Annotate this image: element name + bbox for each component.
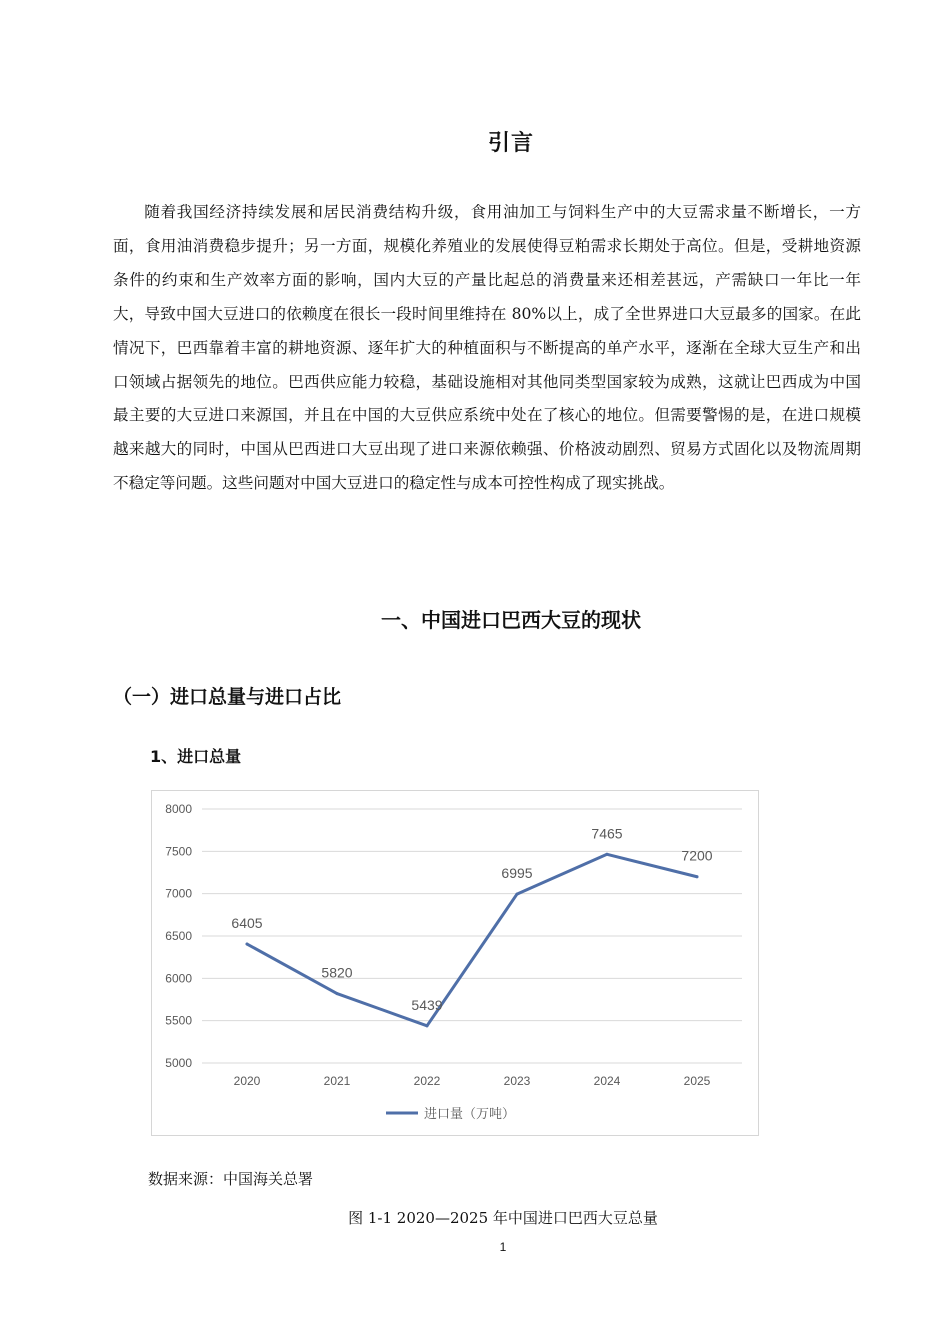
gridlines [202, 809, 742, 1063]
figure-caption: 图 1-1 2020—2025 年中国进口巴西大豆总量 [348, 1209, 658, 1227]
series-line-import-volume [247, 854, 697, 1026]
data-source-note: 数据来源：中国海关总署 [148, 1170, 314, 1188]
page-title: 引言 [487, 131, 534, 156]
page-number: 1 [499, 1240, 507, 1254]
data-point [696, 875, 699, 878]
data-point [246, 943, 249, 946]
subsection-heading: （一）进口总量与进口占比 [113, 686, 342, 708]
chart-legend [386, 1106, 515, 1121]
data-label: 5439 [411, 996, 443, 1013]
y-tick-label: 7500 [165, 844, 192, 859]
import-volume-chart [151, 790, 759, 1136]
y-axis-ticks [165, 802, 192, 1070]
x-tick-label: 2020 [233, 1074, 261, 1088]
y-tick-label: 8000 [165, 802, 192, 816]
x-tick-label: 2023 [503, 1074, 531, 1088]
x-tick-label: 2022 [413, 1074, 441, 1088]
data-labels [231, 825, 712, 1013]
x-tick-label: 2024 [593, 1074, 621, 1088]
y-tick-label: 5000 [165, 1056, 192, 1070]
data-label: 6405 [231, 915, 263, 932]
data-point [606, 853, 609, 856]
data-label: 7200 [681, 847, 713, 864]
data-point [336, 992, 339, 995]
x-tick-label: 2025 [683, 1074, 711, 1088]
series-line [246, 853, 699, 1028]
y-tick-label: 5500 [165, 1013, 192, 1028]
legend-label: 进口量（万吨） [424, 1106, 516, 1121]
section-heading: 一、中国进口巴西大豆的现状 [381, 608, 641, 632]
line-chart [152, 791, 758, 1135]
subsubsection-heading: 1、进口总量 [150, 747, 242, 766]
data-point [426, 1024, 429, 1027]
data-label: 6995 [501, 865, 533, 882]
y-tick-label: 6000 [165, 971, 192, 986]
x-axis-ticks [234, 1074, 711, 1088]
data-point [516, 893, 519, 896]
y-tick-label: 7000 [165, 886, 192, 901]
y-tick-label: 6500 [165, 929, 192, 943]
x-tick-label: 2021 [323, 1074, 351, 1088]
data-label: 7465 [591, 825, 623, 842]
intro-paragraph: 随着我国经济持续发展和居民消费结构升级，食用油加工与饲料生产中的大豆需求量不断增长，一方面，食用油消费稳步提升；另一方面，规模化养殖业的发展使得豆粕需求长期处于高位。但是，受耕地资源条件的约束和生产效率方面的影响，国内大豆的产量比起总的消费量来还相差甚远，产需缺口一年比一年大，导致中国大豆进口的依赖度在很长一段时间里维持在 80%以上，成了全世界进口大豆最多的国家。在此情况下，巴西靠着丰富的耕地资源、逐年扩大的种植面积与不断提高的单产水平，逐渐在全球大豆生产和出口领域占据领先的地位。巴西供应能力较稳，基础设施相对其他同类型国家较为成熟，这就让巴西成为中国最主要的大豆进口来源国，并且在中国的大豆供应系统中处在了核心的地位。但需要警惕的是，在进口规模越来越大的同时，中国从巴西进口大豆出现了进口来源依赖强、价格波动剧烈、贸易方式固化以及物流周期不稳定等问题。这些问题对中国大豆进口的稳定性与成本可控性构成了现实挑战。 [113, 203, 861, 493]
data-label: 5820 [321, 964, 353, 981]
